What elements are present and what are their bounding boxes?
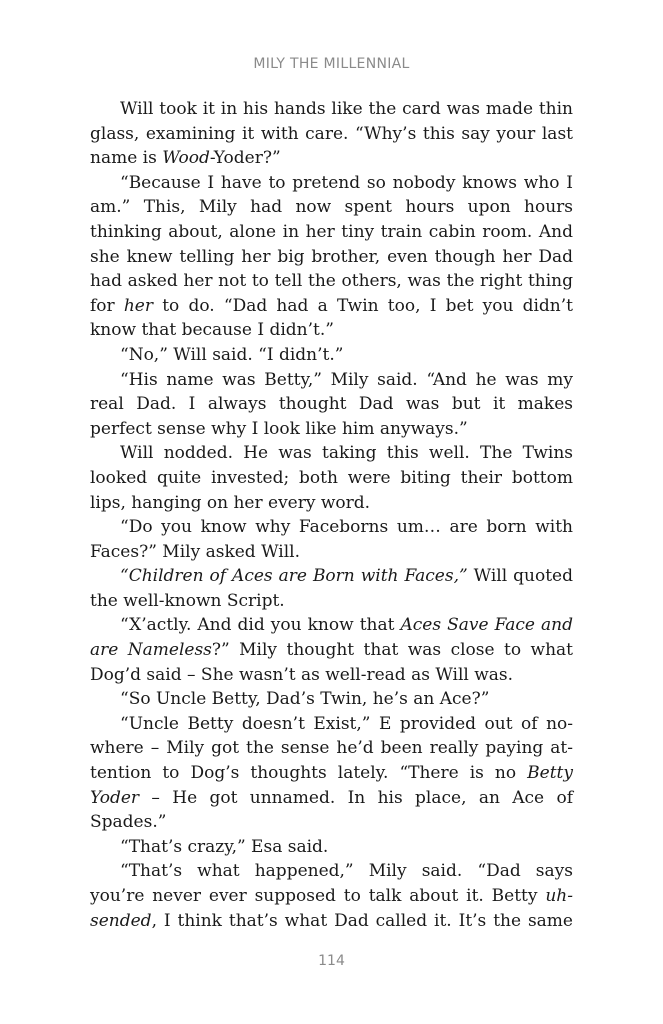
paragraph [90,368,573,442]
text-run: Will nodded. He was taking this well. The Twins looked quite invested; both were biting their bottom lips, hanging on her every word. [90,443,573,513]
text-run: “So Uncle Betty, Dad’s Twin, he’s an Ace?” [120,689,490,710]
paragraph [90,835,573,860]
italic-text: her [123,295,153,316]
paragraph [90,712,573,835]
paragraph [90,441,573,515]
text-run: “Do you know why Faceborns um… are born with Faces?” Mily asked Will. [90,517,573,562]
italic-text: Betty Yoder [90,763,573,808]
text-run: , I think that’s what Dad called it. It’s the same [151,910,573,931]
italic-text: uhsended [90,886,573,931]
text-run: -Yoder?” [209,148,281,169]
text-run: Will quoted the well-known Script. [90,566,573,611]
page-body-text [90,97,573,933]
paragraph [90,613,573,687]
paragraph [90,687,573,712]
text-run: Will took it in his hands like the card was made thin glass, examining it with care. “Why’s this say your last name is [90,99,573,169]
text-run: “That’s crazy,” Esa said. [120,836,329,857]
text-run: to do. “Dad had a Twin too, I bet you didn’t know that because I didn’t.” [90,295,573,341]
paragraph [90,343,573,368]
text-run: “His name was Betty,” Mily said. “And he was my real Dad. I always thought Dad was but it makes perfect sense why I look like him anyways.” [90,369,573,439]
paragraph [90,97,573,171]
paragraph [90,859,573,933]
text-run: – He got unnamed. In his place, an Ace of Spades.” [90,787,573,833]
paragraph [90,564,573,613]
text-run: “Because I have to pretend so nobody knows who I am.” This, Mily had now spent hours upon hours thinking about, alone in her tiny train cabin room. And she knew telling her big brother, even though her Dad had asked her not to tell the others, was the right thing for [90,172,573,316]
paragraph [90,171,573,343]
page-number: 114 [318,953,345,969]
running-header: MILY THE MILLENNIAL [253,56,410,72]
text-run: ?” Mily thought that was close to what Dog’d said – She wasn’t as well-read as Will was. [90,640,573,685]
text-run: “No,” Will said. “I didn’t.” [120,344,344,365]
text-run: “Uncle Betty doesn’t Exist,” E provided out of nowhere – Mily got the sense he’d been really paying attention to Dog’s thoughts lately. “There is no [90,713,573,784]
italic-text: Aces Save Face and are Nameless [90,615,573,661]
text-run: “X’actly. And did you know that [120,615,401,636]
text-run: “That’s what happened,” Mily said. “Dad says you’re never ever supposed to talk about it. Betty [90,861,573,906]
italic-text: Wood [162,148,210,169]
italic-text: “Children of Aces are Born with Faces,” [120,566,468,587]
paragraph [90,515,573,564]
